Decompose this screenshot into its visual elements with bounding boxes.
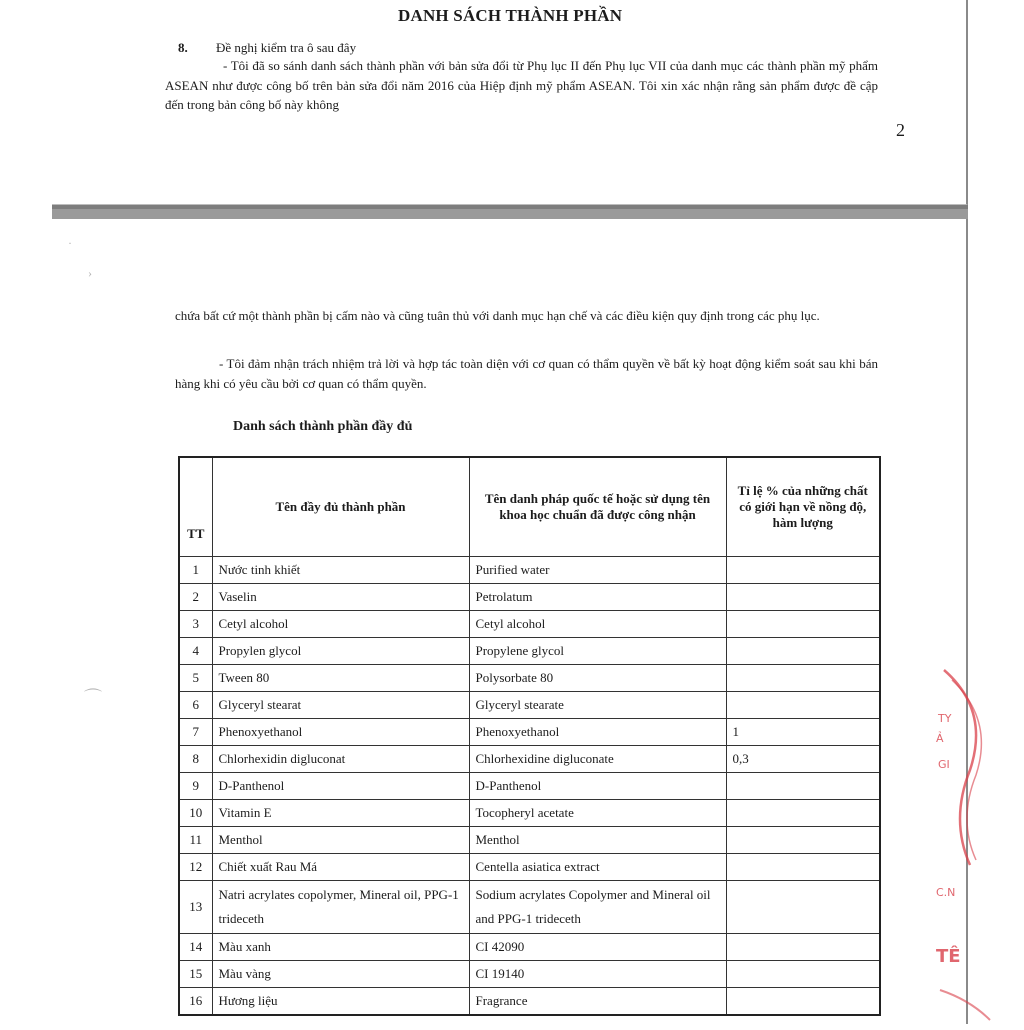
cell-inci-name: Chlorhexidine digluconate xyxy=(469,746,726,773)
section-number: 8. xyxy=(178,40,188,55)
header-percentage: Tỉ lệ % của những chất có giới hạn về nồng độ, hàm lượng xyxy=(726,457,880,557)
cell-percentage xyxy=(726,611,880,638)
paragraph-continuation: chứa bất cứ một thành phần bị cấm nào và cũng tuân thủ với danh mục hạn chế và các điều kiện quy định trong các phụ lục. xyxy=(175,308,820,323)
cell-full-name: Hương liệu xyxy=(212,988,469,1016)
table-row xyxy=(179,719,880,746)
table-row xyxy=(179,638,880,665)
cell-full-name: Vitamin E xyxy=(212,800,469,827)
cell-tt: 7 xyxy=(179,719,212,746)
cell-tt: 14 xyxy=(179,934,212,961)
cell-full-name: Propylen glycol xyxy=(212,638,469,665)
document-title: DANH SÁCH THÀNH PHẦN xyxy=(398,6,623,25)
stamp-fragment: TY xyxy=(938,712,952,725)
cell-percentage xyxy=(726,584,880,611)
table-title: Danh sách thành phần đầy đủ xyxy=(233,419,413,434)
paragraph-declaration xyxy=(165,56,878,115)
cell-percentage xyxy=(726,638,880,665)
cell-tt: 11 xyxy=(179,827,212,854)
cell-full-name: Màu xanh xyxy=(212,934,469,961)
header-inci-name: Tên danh pháp quốc tế hoặc sử dụng tên khoa học chuẩn đã được công nhận xyxy=(469,457,726,557)
page-separator xyxy=(52,205,968,219)
table-row xyxy=(179,881,880,934)
cell-inci-name: Polysorbate 80 xyxy=(469,665,726,692)
cell-percentage xyxy=(726,854,880,881)
cell-tt: 12 xyxy=(179,854,212,881)
header-tt: TT xyxy=(179,457,212,557)
header-full-name: Tên đầy đủ thành phần xyxy=(212,457,469,557)
cell-percentage xyxy=(726,961,880,988)
cell-tt: 4 xyxy=(179,638,212,665)
cell-percentage xyxy=(726,665,880,692)
table-row xyxy=(179,934,880,961)
cell-percentage xyxy=(726,988,880,1016)
paragraph-responsibility xyxy=(175,354,878,393)
page-number: 2 xyxy=(896,120,905,140)
ingredients-table xyxy=(178,456,881,1016)
cell-percentage xyxy=(726,934,880,961)
table-row xyxy=(179,611,880,638)
cell-inci-name: Cetyl alcohol xyxy=(469,611,726,638)
scan-speck: · xyxy=(68,236,72,250)
cell-tt: 3 xyxy=(179,611,212,638)
cell-tt: 5 xyxy=(179,665,212,692)
cell-percentage xyxy=(726,692,880,719)
table-row xyxy=(179,557,880,584)
cell-full-name: Chlorhexidin digluconat xyxy=(212,746,469,773)
cell-percentage xyxy=(726,773,880,800)
cell-tt: 15 xyxy=(179,961,212,988)
cell-percentage xyxy=(726,881,880,934)
cell-full-name: Menthol xyxy=(212,827,469,854)
scan-speck: ⌒ xyxy=(84,688,102,708)
table-row xyxy=(179,746,880,773)
cell-inci-name: CI 42090 xyxy=(469,934,726,961)
table-row xyxy=(179,988,880,1016)
cell-inci-name: CI 19140 xyxy=(469,961,726,988)
cell-inci-name: Propylene glycol xyxy=(469,638,726,665)
cell-inci-name: Purified water xyxy=(469,557,726,584)
table-row xyxy=(179,584,880,611)
cell-inci-name: Petrolatum xyxy=(469,584,726,611)
stamp-fragment: GI xyxy=(938,758,950,771)
cell-tt: 6 xyxy=(179,692,212,719)
stamp-fragment: TÊ xyxy=(936,946,961,967)
table-row xyxy=(179,800,880,827)
cell-full-name: Tween 80 xyxy=(212,665,469,692)
cell-full-name: Natri acrylates copolymer, Mineral oil, PPG-1 trideceth xyxy=(212,881,469,934)
cell-full-name: Vaselin xyxy=(212,584,469,611)
cell-inci-name: Centella asiatica extract xyxy=(469,854,726,881)
cell-inci-name: Tocopheryl acetate xyxy=(469,800,726,827)
cell-inci-name: Sodium acrylates Copolymer and Mineral oil and PPG-1 trideceth xyxy=(469,881,726,934)
table-row xyxy=(179,854,880,881)
cell-full-name: Nước tinh khiết xyxy=(212,557,469,584)
table-row xyxy=(179,961,880,988)
scan-speck: › xyxy=(88,266,92,280)
cell-tt: 9 xyxy=(179,773,212,800)
cell-inci-name: Glyceryl stearate xyxy=(469,692,726,719)
cell-inci-name: Fragrance xyxy=(469,988,726,1016)
stamp-fragment: C.N xyxy=(936,886,956,899)
cell-tt: 2 xyxy=(179,584,212,611)
cell-percentage xyxy=(726,800,880,827)
cell-full-name: Cetyl alcohol xyxy=(212,611,469,638)
paragraph-responsibility-text: - Tôi đảm nhận trách nhiệm trả lời và hợp tác toàn diện với cơ quan có thẩm quyền về bất kỳ hoạt động kiểm soát sau khi bán hàng khi có yêu cầu bởi cơ quan có thẩm quyền. xyxy=(175,356,878,391)
cell-inci-name: Phenoxyethanol xyxy=(469,719,726,746)
cell-full-name: Chiết xuất Rau Má xyxy=(212,854,469,881)
cell-tt: 13 xyxy=(179,881,212,934)
cell-percentage: 1 xyxy=(726,719,880,746)
table-body xyxy=(179,557,880,1016)
table-row xyxy=(179,665,880,692)
cell-tt: 10 xyxy=(179,800,212,827)
cell-tt: 16 xyxy=(179,988,212,1016)
section-heading xyxy=(178,40,356,56)
paragraph-declaration-text: - Tôi đã so sánh danh sách thành phần với bản sửa đổi từ Phụ lục II đến Phụ lục VII của danh mục các thành phần mỹ phẩm ASEAN như được công bố trên bản sửa đổi năm 2016 của Hiệp định mỹ phẩm ASEAN. Tôi xin xác nhận rằng sản phẩm được đề cập đến trong bản công bố này không xyxy=(165,58,878,112)
cell-percentage xyxy=(726,827,880,854)
cell-inci-name: D-Panthenol xyxy=(469,773,726,800)
section-heading-text: Đề nghị kiểm tra ô sau đây xyxy=(216,40,357,55)
table-row xyxy=(179,773,880,800)
cell-full-name: Màu vàng xyxy=(212,961,469,988)
cell-full-name: D-Panthenol xyxy=(212,773,469,800)
cell-inci-name: Menthol xyxy=(469,827,726,854)
cell-tt: 8 xyxy=(179,746,212,773)
table-row xyxy=(179,692,880,719)
cell-full-name: Phenoxyethanol xyxy=(212,719,469,746)
cell-tt: 1 xyxy=(179,557,212,584)
cell-percentage: 0,3 xyxy=(726,746,880,773)
cell-full-name: Glyceryl stearat xyxy=(212,692,469,719)
stamp-fragment: Ả xyxy=(936,732,944,745)
cell-percentage xyxy=(726,557,880,584)
table-header-row xyxy=(179,457,880,557)
table-row xyxy=(179,827,880,854)
